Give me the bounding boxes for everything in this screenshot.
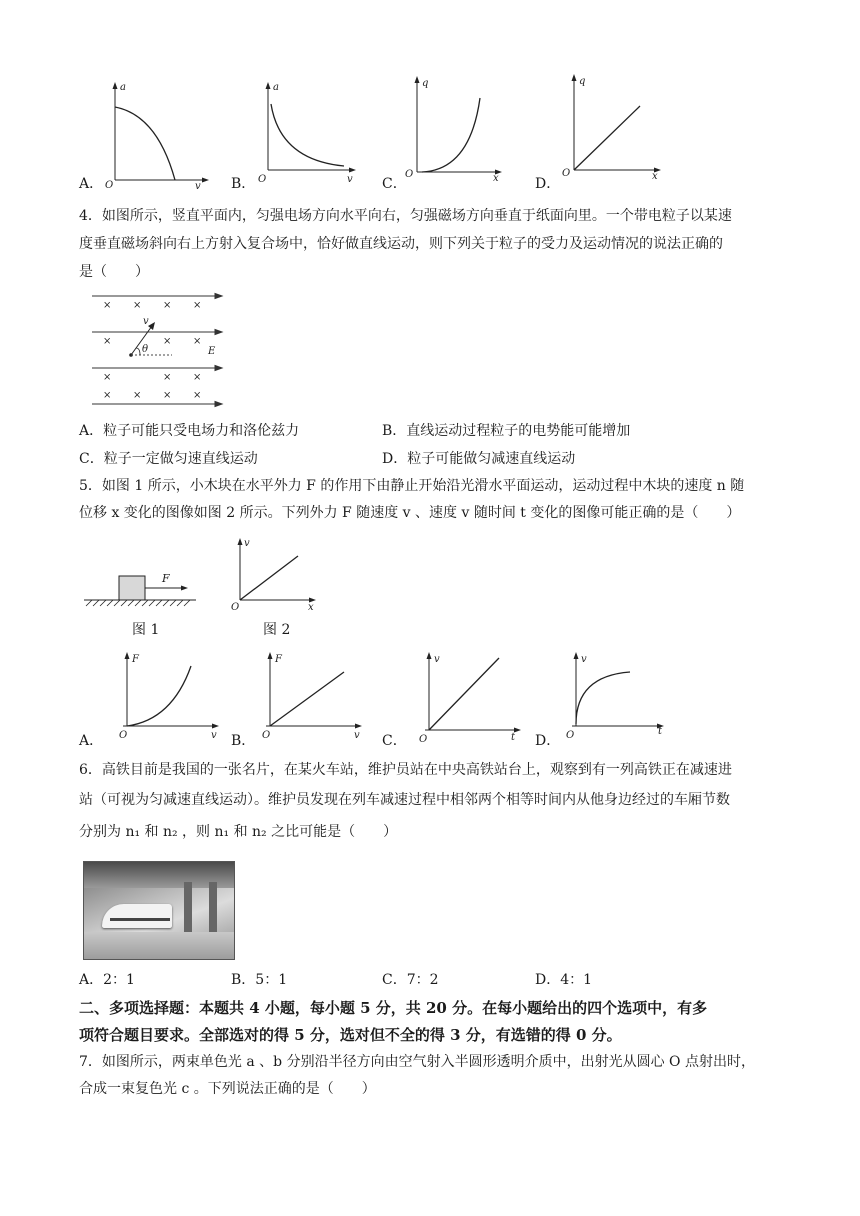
q6-option-a[interactable]: A．2：1	[79, 972, 135, 988]
svg-text:×: ×	[163, 300, 172, 311]
svg-text:v: v	[581, 654, 587, 665]
svg-text:×: ×	[163, 372, 172, 383]
svg-text:E: E	[208, 346, 216, 357]
q5-option-a[interactable]: A．	[79, 733, 104, 749]
svg-text:×: ×	[103, 300, 112, 311]
svg-text:x: x	[308, 602, 314, 613]
svg-text:×: ×	[163, 336, 172, 347]
q4-option-d[interactable]: D．粒子可能做匀减速直线运动	[382, 451, 576, 467]
svg-text:a: a	[273, 82, 279, 93]
q7-stem-line1: 7．如图所示，两束单色光 a 、b 分别沿半径方向由空气射入半圆形透明介质中，出射光从圆心 O 点射出时，	[79, 1054, 755, 1070]
q6-stem-line1: 6．高铁目前是我国的一张名片，在某火车站，维护员站在中央高铁站台上，观察到有一列高铁正在减速进	[79, 762, 732, 778]
q4-field-diagram	[90, 290, 230, 410]
svg-text:O: O	[419, 734, 428, 745]
q5-graph-c	[409, 650, 529, 745]
q4-option-a[interactable]: A．粒子可能只受电场力和洛伦兹力	[79, 423, 300, 439]
svg-text:×: ×	[193, 390, 202, 401]
q4-stem-line1: 4．如图所示，竖直平面内，匀强电场方向水平向右，匀强磁场方向垂直于纸面向里。一个带电粒子以某速	[79, 208, 732, 224]
svg-text:×: ×	[163, 390, 172, 401]
svg-text:θ: θ	[142, 344, 149, 355]
q3-graph-b	[252, 80, 372, 190]
svg-text:v: v	[143, 316, 149, 327]
q5-figure-1-block	[84, 570, 204, 610]
svg-text:×: ×	[133, 300, 142, 311]
q5-graph-d	[558, 650, 678, 745]
q3-option-d[interactable]: D．	[535, 176, 561, 192]
q5-figure-2-graph	[228, 536, 328, 616]
q3-option-b[interactable]: B．	[231, 176, 256, 192]
q6-stem-line2: 站（可视为匀减速直线运动）。维护员发现在列车减速过程中相邻两个相等时间内从他身边经过的车厢节数	[79, 792, 730, 808]
q5-option-b[interactable]: B．	[231, 733, 256, 749]
q5-stem-line1: 5．如图 1 所示，小木块在水平外力 F 的作用下由静止开始沿光滑水平面运动，运动过程中木块的速度 n 随	[79, 478, 745, 494]
svg-text:×: ×	[193, 336, 202, 347]
q3-graph-c	[400, 74, 520, 184]
svg-text:O: O	[258, 174, 267, 185]
svg-text:O: O	[562, 168, 571, 179]
q5-stem-line2: 位移 x 变化的图像如图 2 所示。下列外力 F 随速度 v 、速度 v 随时间 t 变化的图像可能正确的是（ ）	[79, 505, 741, 521]
svg-text:×: ×	[103, 390, 112, 401]
q7-stem-line2: 合成一束复色光 c 。下列说法正确的是（ ）	[79, 1081, 376, 1097]
section-2-heading-line1: 二、多项选择题：本题共 4 小题，每小题 5 分，共 20 分。在每小题给出的四个选项中，有多	[79, 999, 708, 1017]
svg-text:F: F	[275, 654, 282, 665]
q5-option-c[interactable]: C．	[382, 733, 407, 749]
q4-stem-line3: 是（ ）	[79, 264, 149, 280]
q5-graph-a	[107, 650, 227, 745]
svg-text:F: F	[132, 654, 139, 665]
q3-graph-d	[557, 72, 677, 182]
svg-text:x: x	[652, 171, 658, 182]
svg-text:×: ×	[133, 390, 142, 401]
svg-text:F: F	[162, 572, 170, 585]
svg-text:×: ×	[193, 300, 202, 311]
section-2-heading-line2: 项符合题目要求。全部选对的得 5 分，选对但不全的得 3 分，有选错的得 0 分。	[79, 1026, 622, 1044]
svg-text:q: q	[579, 76, 586, 87]
q5-option-d[interactable]: D．	[535, 733, 561, 749]
q4-option-c[interactable]: C．粒子一定做匀速直线运动	[79, 451, 258, 467]
q6-option-d[interactable]: D．4：1	[535, 972, 593, 988]
svg-text:O: O	[566, 730, 575, 741]
q4-option-b[interactable]: B．直线运动过程粒子的电势能可能增加	[382, 423, 631, 439]
svg-text:v: v	[211, 730, 217, 741]
svg-text:q: q	[422, 78, 429, 89]
q3-option-a[interactable]: A．	[79, 176, 104, 192]
svg-text:O: O	[105, 180, 114, 191]
svg-text:v: v	[434, 654, 440, 665]
svg-text:v: v	[347, 174, 353, 185]
q4-stem-line2: 度垂直磁场斜向右上方射入复合场中，恰好做直线运动，则下列关于粒子的受力及运动情况的说法正确的	[79, 236, 723, 252]
q6-option-b[interactable]: B．5：1	[231, 972, 288, 988]
q3-option-c[interactable]: C．	[382, 176, 407, 192]
q3-graph-a	[97, 80, 217, 190]
svg-text:t: t	[511, 732, 516, 743]
svg-text:O: O	[262, 730, 271, 741]
svg-text:O: O	[231, 602, 240, 613]
q5-figure-1-caption: 图 1	[132, 622, 160, 638]
svg-text:×: ×	[103, 336, 112, 347]
svg-text:O: O	[119, 730, 128, 741]
svg-text:x: x	[493, 173, 499, 184]
q5-graph-b	[250, 650, 370, 745]
svg-text:t: t	[658, 726, 663, 737]
q6-stem-line3: 分别为 n₁ 和 n₂ ，则 n₁ 和 n₂ 之比可能是（ ）	[79, 824, 398, 840]
svg-text:v: v	[244, 538, 250, 549]
high-speed-train-photo	[83, 861, 235, 960]
q6-option-c[interactable]: C．7：2	[382, 972, 439, 988]
svg-text:v: v	[195, 181, 201, 192]
q5-figure-2-caption: 图 2	[263, 622, 291, 638]
svg-text:O: O	[405, 169, 414, 180]
svg-text:×: ×	[103, 372, 112, 383]
svg-text:×: ×	[193, 372, 202, 383]
svg-text:a: a	[120, 82, 126, 93]
svg-text:v: v	[354, 730, 360, 741]
